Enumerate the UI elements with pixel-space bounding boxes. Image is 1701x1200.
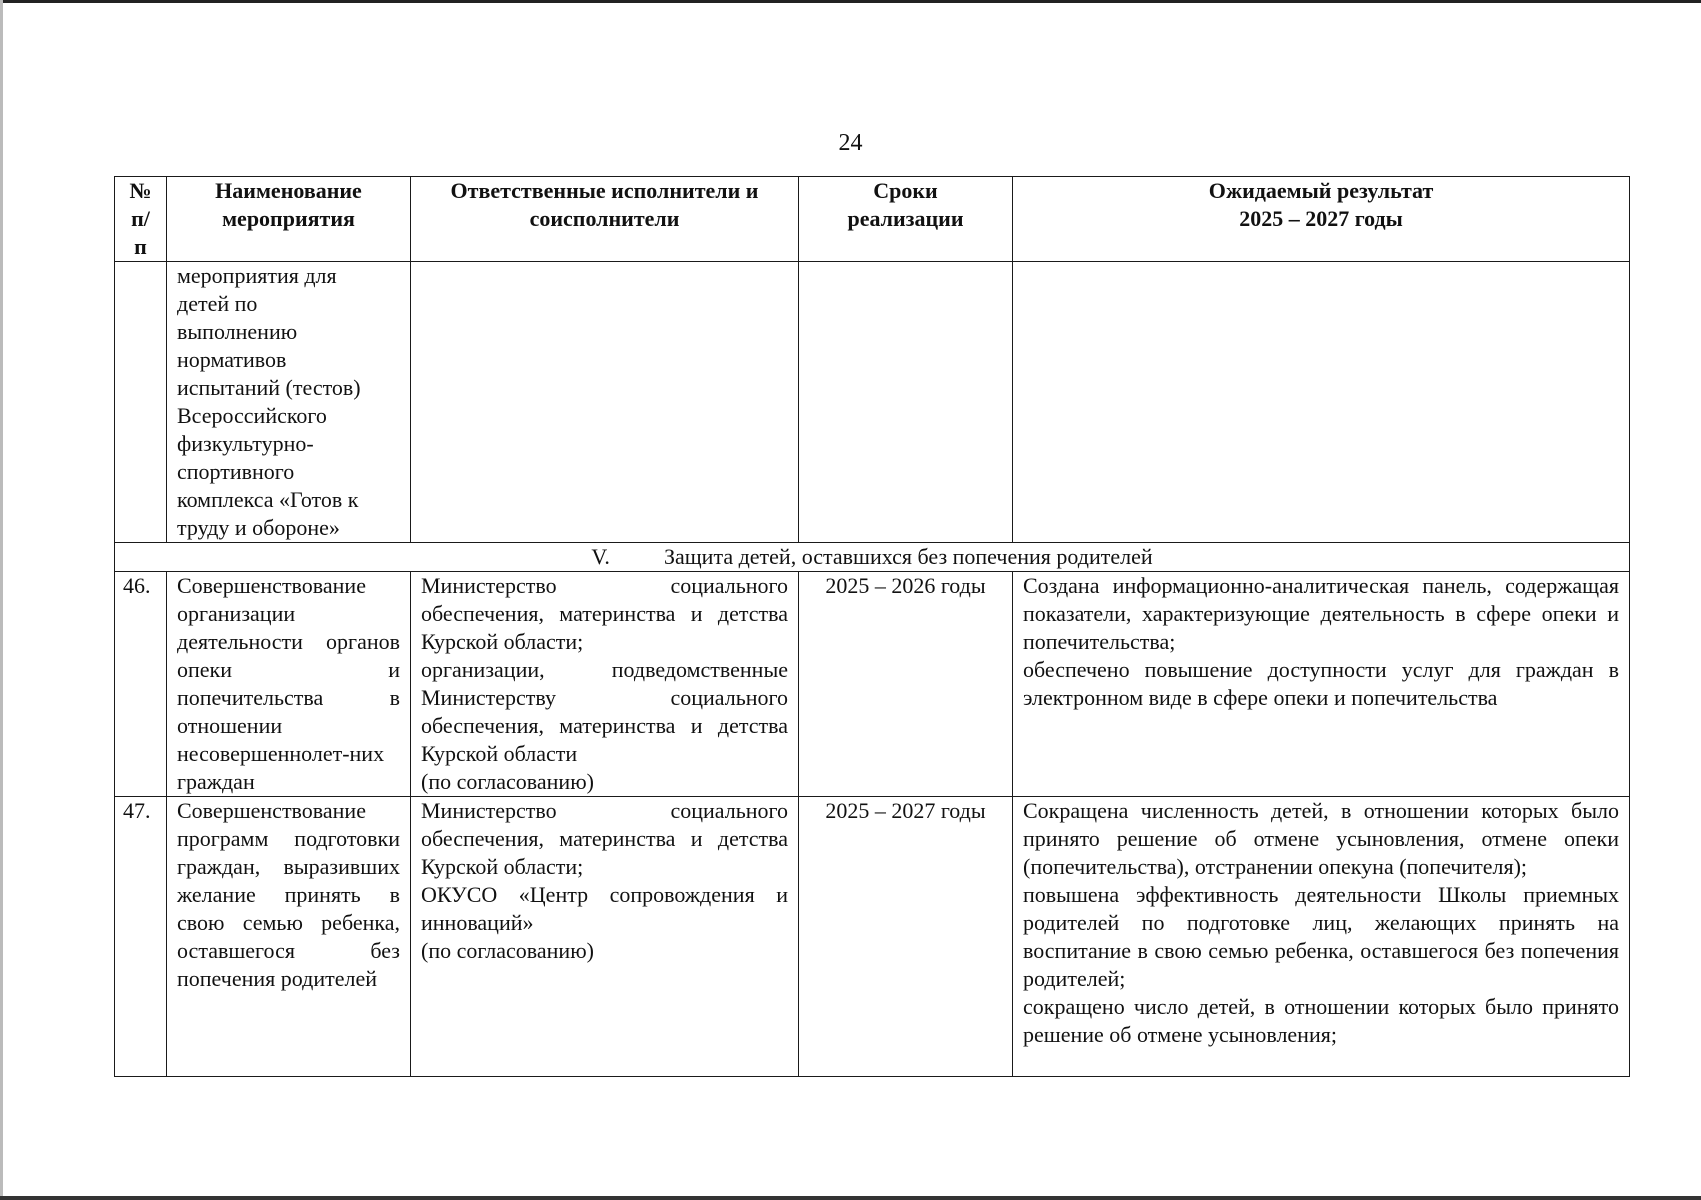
- cell-expected-result: Создана информационно-аналитическая панель, содержащая показатели, характеризующие деятельность в сфере опеки и попечительства; обеспечено повышение доступности услуг для граждан в электронном виде в сфере опеки и попечительства: [1013, 572, 1630, 797]
- cell-executors: Министерство социального обеспечения, материнства и детства Курской области; ОКУСО «Центр сопровождения и инноваций» (по согласованию): [411, 797, 799, 1077]
- scan-bottom-edge: [0, 1196, 1701, 1200]
- cell-activity-name: мероприятия для детей по выполнению нормативов испытаний (тестов) Всероссийского физкультурно- спортивного комплекса «Готов к труду и обороне»: [167, 262, 411, 543]
- header-executors: Ответственные исполнители и соисполнители: [411, 177, 799, 262]
- cell-period: 2025 – 2027 годы: [799, 797, 1013, 1077]
- cell-activity-name: Совершенствование программ подготовки граждан, выразивших желание принять в свою семью ребенка, оставшегося без попечения родителей: [167, 797, 411, 1077]
- cell-period: 2025 – 2026 годы: [799, 572, 1013, 797]
- table-row: [115, 572, 1630, 797]
- scan-top-edge: [0, 0, 1701, 3]
- cell-executors: Министерство социального обеспечения, материнства и детства Курской области; организации, подведомственные Министерству социального обеспечения, материнства и детства Курской области (по согласованию): [411, 572, 799, 797]
- cell-expected-result: [1013, 262, 1630, 543]
- section-roman-numeral: V.: [591, 544, 610, 569]
- cell-expected-result: Сокращена численность детей, в отношении которых было принято решение об отмене усыновления, отмене опеки (попечительства), отстранении опекуна (попечителя); повышена эффективность деятельности Школы приемных родителей по подготовке лиц, желающих принять на воспитание в свою семью ребенка, оставшегося без попечения родителей; сокращено число детей, в отношении которых было принято решение об отмене усыновления;: [1013, 797, 1630, 1077]
- page-number: 24: [838, 130, 863, 156]
- cell-executors: [411, 262, 799, 543]
- section-title: Защита детей, оставшихся без попечения родителей: [663, 544, 1153, 569]
- cell-number: [115, 262, 167, 543]
- header-expected-result: Ожидаемый результат 2025 – 2027 годы: [1013, 177, 1630, 262]
- section-heading: [115, 543, 1630, 572]
- table-row: [115, 797, 1630, 1077]
- cell-period: [799, 262, 1013, 543]
- cell-number: 47.: [115, 797, 167, 1077]
- header-period: Сроки реализации: [799, 177, 1013, 262]
- section-heading-row: [115, 543, 1630, 572]
- table-row-continuation: [115, 262, 1630, 543]
- header-number: № п/ п: [115, 177, 167, 262]
- action-plan-table: [114, 176, 1630, 1077]
- cell-activity-name: Совершенствование организации деятельности органов опеки и попечительства в отношении несовершеннолет-них граждан: [167, 572, 411, 797]
- scan-left-edge: [0, 0, 3, 1200]
- cell-number: 46.: [115, 572, 167, 797]
- table-header-row: [115, 177, 1630, 262]
- header-activity-name: Наименование мероприятия: [167, 177, 411, 262]
